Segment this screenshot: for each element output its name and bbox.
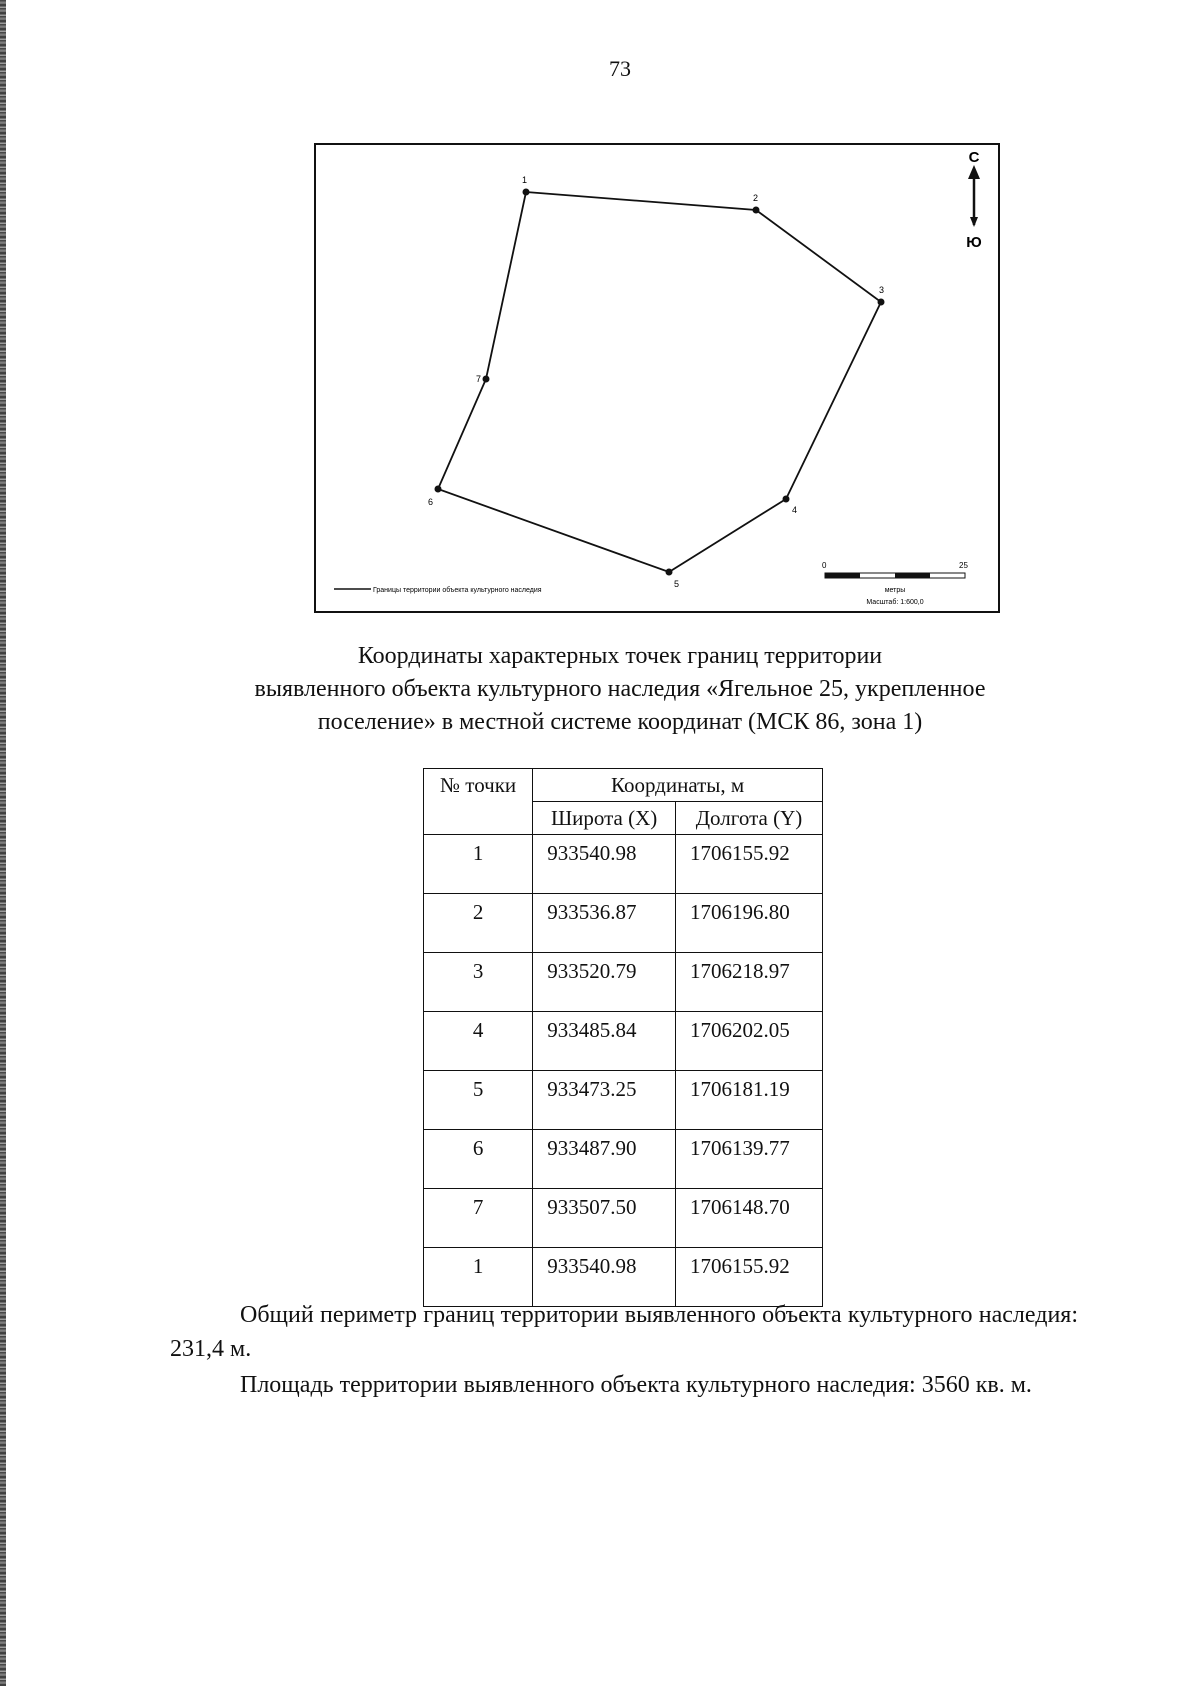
scale-bar	[825, 573, 965, 578]
table-row	[424, 894, 823, 953]
point-label-6: 6	[428, 497, 434, 507]
cell-point-number: 6	[424, 1130, 533, 1189]
cell-y: 1706155.92	[675, 835, 822, 894]
cell-point-number: 5	[424, 1071, 533, 1130]
header-longitude-y: Долгота (Y)	[675, 802, 822, 835]
point-label-3: 3	[879, 285, 885, 295]
boundary-point-5	[666, 569, 673, 576]
cell-point-number: 2	[424, 894, 533, 953]
table-row	[424, 1012, 823, 1071]
point-label-1: 1	[522, 175, 528, 185]
header-coordinates: Координаты, м	[533, 769, 823, 802]
point-label-2: 2	[753, 193, 759, 203]
point-label-7: 7	[476, 374, 482, 384]
summary-section	[170, 1298, 1078, 1404]
cell-point-number: 7	[424, 1189, 533, 1248]
cell-y: 1706218.97	[675, 953, 822, 1012]
cell-x: 933487.90	[533, 1130, 676, 1189]
boundary-map	[314, 143, 1000, 613]
scale-zero: 0	[822, 561, 827, 570]
cell-y: 1706196.80	[675, 894, 822, 953]
table-row	[424, 835, 823, 894]
caption-line-2: выявленного объекта культурного наследия «Ягельное 25, укрепленное	[254, 676, 986, 702]
cell-x: 933540.98	[533, 1248, 676, 1307]
coordinates-table	[423, 768, 823, 1307]
table-row	[424, 1071, 823, 1130]
boundary-point-1	[523, 189, 530, 196]
cell-x: 933485.84	[533, 1012, 676, 1071]
caption-line-1: Координаты характерных точек границ территории	[357, 643, 883, 669]
cell-y: 1706155.92	[675, 1248, 822, 1307]
scale-ratio: Масштаб: 1:600,0	[866, 599, 924, 606]
cell-x: 933536.87	[533, 894, 676, 953]
cell-y: 1706202.05	[675, 1012, 822, 1071]
north-label: С	[968, 149, 980, 166]
table-row	[424, 1189, 823, 1248]
boundary-point-3	[878, 299, 885, 306]
header-point-number: № точки	[424, 769, 533, 835]
table-caption	[170, 640, 1070, 739]
scan-binding-edge	[0, 0, 6, 1686]
cell-y: 1706148.70	[675, 1189, 822, 1248]
north-arrow-icon	[968, 165, 980, 227]
boundary-point-6	[435, 486, 442, 493]
point-label-5: 5	[674, 579, 680, 589]
page-number: 73	[609, 56, 631, 81]
boundary-point-4	[783, 496, 790, 503]
cell-x: 933507.50	[533, 1189, 676, 1248]
cell-x: 933473.25	[533, 1071, 676, 1130]
legend-text: Границы территории объекта культурного наследия	[373, 587, 542, 594]
cell-point-number: 4	[424, 1012, 533, 1071]
table-row	[424, 1130, 823, 1189]
scale-max: 25	[959, 561, 968, 570]
south-label: Ю	[966, 234, 982, 251]
boundary-point-7	[483, 376, 490, 383]
boundary-map-svg	[316, 145, 998, 611]
cell-point-number: 1	[424, 835, 533, 894]
cell-point-number: 1	[424, 1248, 533, 1307]
caption-line-3: поселение» в местной системе координат (МСК 86, зона 1)	[317, 709, 923, 735]
scale-units: метры	[884, 587, 906, 594]
boundary-point-2	[753, 207, 760, 214]
cell-y: 1706181.19	[675, 1071, 822, 1130]
boundary-polygon	[438, 192, 881, 572]
area-text: Площадь территории выявленного объекта культурного наследия: 3560 кв. м.	[240, 1372, 1032, 1398]
header-latitude-x: Широта (X)	[533, 802, 676, 835]
perimeter-text: Общий периметр границ территории выявленного объекта культурного наследия: 231,4 м.	[170, 1302, 1078, 1362]
table-row	[424, 953, 823, 1012]
cell-x: 933520.79	[533, 953, 676, 1012]
cell-point-number: 3	[424, 953, 533, 1012]
cell-y: 1706139.77	[675, 1130, 822, 1189]
cell-x: 933540.98	[533, 835, 676, 894]
point-label-4: 4	[792, 505, 798, 515]
